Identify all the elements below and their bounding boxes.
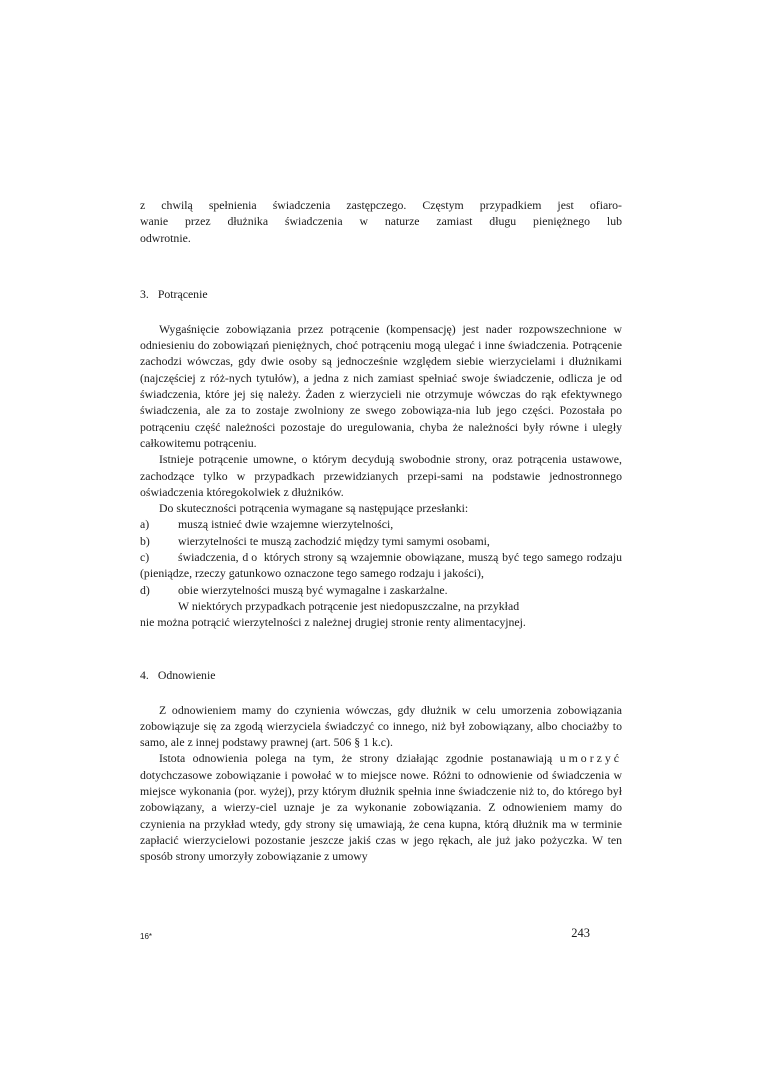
printer-signature: 16* [140,932,153,941]
list-label: c) [140,550,150,565]
list-text: muszą istnieć dwie wzajemne wierzytelności, [178,517,394,532]
emphasis-text: umorzyć [559,751,622,766]
section-heading [140,667,622,683]
top-paragraph-line: wanie przez dłużnika świadczenia w naturze zamiast długu pieniężnego lub [140,214,622,229]
page-body [140,197,622,865]
paragraph: Wygaśnięcie zobowiązania przez potrącenie (kompensację) jest nader rozpowszechnione w odniesieniu do zobowiązań pieniężnych, choć potrąceniu mogą ulegać i inne świadczenia. Potrącenie zachodzi wówczas, gdy dwie osoby są jednocześnie względem siebie wierzycielami i dłużnikami (najczęściej z róż-nych tytułów), a jedna z nich zamiast spełniać swoje świadczenie, odlicza je od świadczenia, które jej się należy. Żaden z wierzycieli nie otrzymuje wówczas do rąk efektywnego świadczenia, ale za to zostaje zwolniony ze swego zobowiąza-nia lub jego części. Pozostała po potrąceniu część należności pozostaje do uregulowania, chyba że należności były równe i uległy całkowitemu potrąceniu. [140,321,622,450]
paragraph-text: dotychczasowe zobowiązanie i powołać w to miejsce nowe. Różni to odnowienie od świadczenia w miejsce wykonania (por. wyżej), przy którym dłużnik spełnia inne świadczenie niż to, do którego był zobowiązany, a wierzy-ciel uznaje je za wykonanie zobowiązania. Z odnowieniem mamy do czynienia na przykład wtedy, gdy strony się umawiają, że cena kupna, którą dłużnik ma w terminie zapłacić wierzycielowi pozostanie jeszcze jakiś czas w jego rękach, ale już jako pożyczka. W ten sposób strony umorzyły zobowiązanie z umowy [140,767,622,864]
page-number: 243 [571,926,590,940]
paragraph: Z odnowieniem mamy do czynienia wówczas, gdy dłużnik w celu umorzenia zobowiązania zobowiązuje się za zgodą wierzyciela świadczyć co innego, niż był zobowiązany, albo chociażby to samo, ale z innej podstawy prawnej (art. 506 § 1 k.c). [140,702,622,750]
paragraph: Do skuteczności potrącenia wymagane są następujące przesłanki: [159,501,469,516]
section-title: Odnowienie [157,667,216,682]
section-heading [140,286,622,302]
list-item [140,582,622,598]
list-item [140,516,622,532]
list-label: a) [140,517,150,532]
section-number: 3. [140,286,149,301]
list-text: do [242,550,261,565]
note-line: nie można potrącić wierzytelności z należnej drugiej stronie renty alimentacyjnej. [140,615,526,630]
list-label: d) [140,582,150,597]
list-item [140,549,622,582]
list-item [140,533,622,549]
list-text: obie wierzytelności muszą być wymagalne i zaskarżalne. [178,582,448,597]
list-text: których strony są wzajemnie obowiązane, muszą być tego samego rodzaju (pieniądze, rzeczy gatunkowo oznaczone tego samego rodzaju i jakości), [140,550,623,581]
section-title: Potrącenie [157,286,208,301]
paragraph: Istnieje potrącenie umowne, o którym decydują swobodnie strony, oraz potrącenia ustawowe, zachodzące tylko w przypadkach przewidzianych przepi-sami na podstawie jednostronnego oświadczenia któregokolwiek z dłużników. [140,452,622,499]
top-paragraph-line: odwrotnie. [140,230,191,245]
list-text: wierzytelności te muszą zachodzić między tymi samymi osobami, [178,533,490,548]
spacer [140,302,622,321]
list-label: b) [140,533,150,548]
note-line: W niektórych przypadkach potrącenie jest niedopuszczalne, na przykład [178,598,520,613]
paragraph-text: Istota odnowienia polega na tym, że strony działając zgodnie postanawiają [159,751,553,766]
spacer [140,683,622,702]
top-paragraph [140,197,622,246]
paragraph [140,750,622,864]
section-number: 4. [140,667,149,682]
list-text: świadczenia, [178,550,239,565]
top-paragraph-line: z chwilą spełnienia świadczenia zastępczego. Częstym przypadkiem jest ofiaro- [140,198,622,212]
